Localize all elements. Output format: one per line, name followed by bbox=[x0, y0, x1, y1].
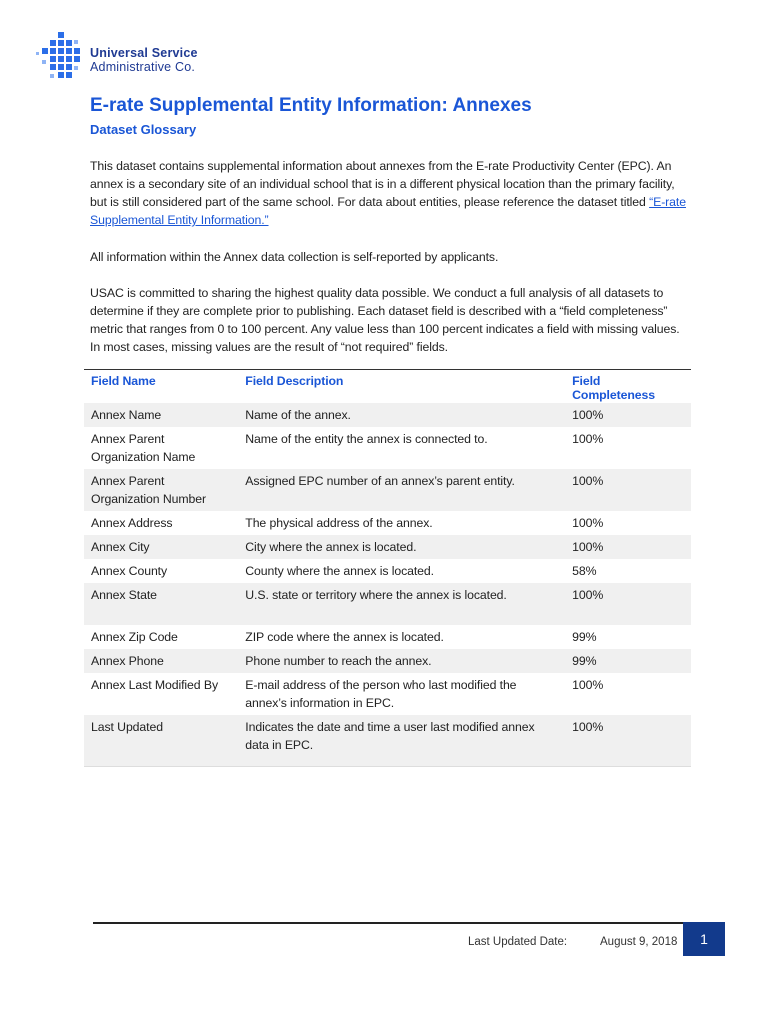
glossary-table bbox=[84, 369, 691, 767]
cell-field-description: Indicates the date and time a user last modified annex data in EPC. bbox=[238, 715, 565, 767]
intro-paragraph-2: All information within the Annex data collection is self-reported by applicants. bbox=[90, 250, 499, 264]
table-row bbox=[84, 649, 691, 673]
table-row bbox=[84, 583, 691, 625]
cell-field-name: Annex Parent Organization Name bbox=[91, 432, 196, 464]
page-subtitle: Dataset Glossary bbox=[90, 122, 197, 137]
cell-field-name: Annex Last Modified By bbox=[91, 678, 218, 692]
cell-field-description: Name of the annex. bbox=[238, 403, 565, 427]
cell-field-name: Last Updated bbox=[84, 715, 238, 767]
cell-field-name: Annex Phone bbox=[84, 649, 238, 673]
cell-field-description: Assigned EPC number of an annex’s parent entity. bbox=[238, 469, 565, 511]
cell-field-name: Annex Name bbox=[84, 403, 238, 427]
cell-field-completeness: 100% bbox=[565, 535, 691, 559]
cell-field-name: Annex Address bbox=[91, 516, 173, 530]
header-field-completeness: Field Completeness bbox=[565, 370, 691, 404]
table-row bbox=[84, 559, 691, 583]
logo-line-1: Universal Service bbox=[90, 46, 198, 60]
cell-field-name: Annex State bbox=[84, 583, 238, 625]
cell-field-completeness: 100% bbox=[572, 516, 604, 530]
glossary-header-row bbox=[84, 370, 691, 404]
cell-field-name: Annex County bbox=[91, 564, 168, 578]
table-row bbox=[84, 403, 691, 427]
logo-text bbox=[90, 46, 198, 74]
cell-field-description: County where the annex is located. bbox=[245, 564, 434, 578]
cell-field-completeness: 99% bbox=[565, 649, 691, 673]
cell-field-completeness: 100% bbox=[565, 403, 691, 427]
footer-updated-date: August 9, 2018 bbox=[600, 936, 678, 948]
table-row bbox=[84, 715, 691, 767]
table-row bbox=[84, 535, 691, 559]
cell-field-name: Annex Zip Code bbox=[91, 630, 178, 644]
cell-field-description: City where the annex is located. bbox=[238, 535, 565, 559]
cell-field-description: E-mail address of the person who last modified the annex’s information in EPC. bbox=[245, 678, 517, 710]
table-row bbox=[84, 625, 691, 649]
footer-divider bbox=[93, 922, 683, 924]
table-row bbox=[84, 427, 691, 469]
table-row bbox=[84, 511, 691, 535]
cell-field-completeness: 99% bbox=[572, 630, 597, 644]
intro-paragraph-1 bbox=[90, 157, 690, 229]
cell-field-completeness: 58% bbox=[572, 564, 597, 578]
cell-field-completeness: 100% bbox=[565, 715, 691, 767]
intro-paragraph-1-text: This dataset contains supplemental information about annexes from the E-rate Productivity Center (EPC). An annex is a secondary site of an individual school that is in a different physical location than the primary facility, but is still considered part of the same school. For data about entities, please reference the dataset titled bbox=[90, 159, 675, 209]
cell-field-name: Annex City bbox=[84, 535, 238, 559]
intro-paragraph-3: USAC is committed to sharing the highest quality data possible. We conduct a full analysis of all datasets to determine if they are complete prior to publishing. Each dataset field is described with a “field completeness” metric that ranges from 0 to 100 percent. Any value less than 100 percent indicates a field with missing values. In most cases, missing values are the result of “not required” fields. bbox=[90, 286, 680, 354]
cell-field-completeness: 100% bbox=[572, 678, 604, 692]
cell-field-completeness: 100% bbox=[565, 583, 691, 625]
usac-logo bbox=[36, 30, 236, 90]
usac-logo-mark-icon bbox=[36, 30, 84, 86]
table-row bbox=[84, 469, 691, 511]
page-number: 1 bbox=[683, 922, 725, 956]
cell-field-description: U.S. state or territory where the annex is located. bbox=[238, 583, 565, 625]
cell-field-name: Annex Parent Organization Number bbox=[84, 469, 238, 511]
logo-line-2: Administrative Co. bbox=[90, 60, 196, 74]
header-field-description: Field Description bbox=[238, 370, 565, 404]
cell-field-description: ZIP code where the annex is located. bbox=[245, 630, 444, 644]
cell-field-completeness: 100% bbox=[565, 469, 691, 511]
entity-dataset-link[interactable]: “E-rate Supplemental Entity Information.” bbox=[90, 195, 686, 227]
footer-updated-label: Last Updated Date: bbox=[468, 936, 568, 948]
cell-field-completeness: 100% bbox=[572, 432, 604, 446]
header-field-name: Field Name bbox=[84, 370, 238, 404]
cell-field-description: Name of the entity the annex is connected to. bbox=[245, 432, 488, 446]
table-row bbox=[84, 673, 691, 715]
page-title: E-rate Supplemental Entity Information: Annexes bbox=[90, 95, 532, 116]
cell-field-description: The physical address of the annex. bbox=[245, 516, 433, 530]
cell-field-description: Phone number to reach the annex. bbox=[238, 649, 565, 673]
